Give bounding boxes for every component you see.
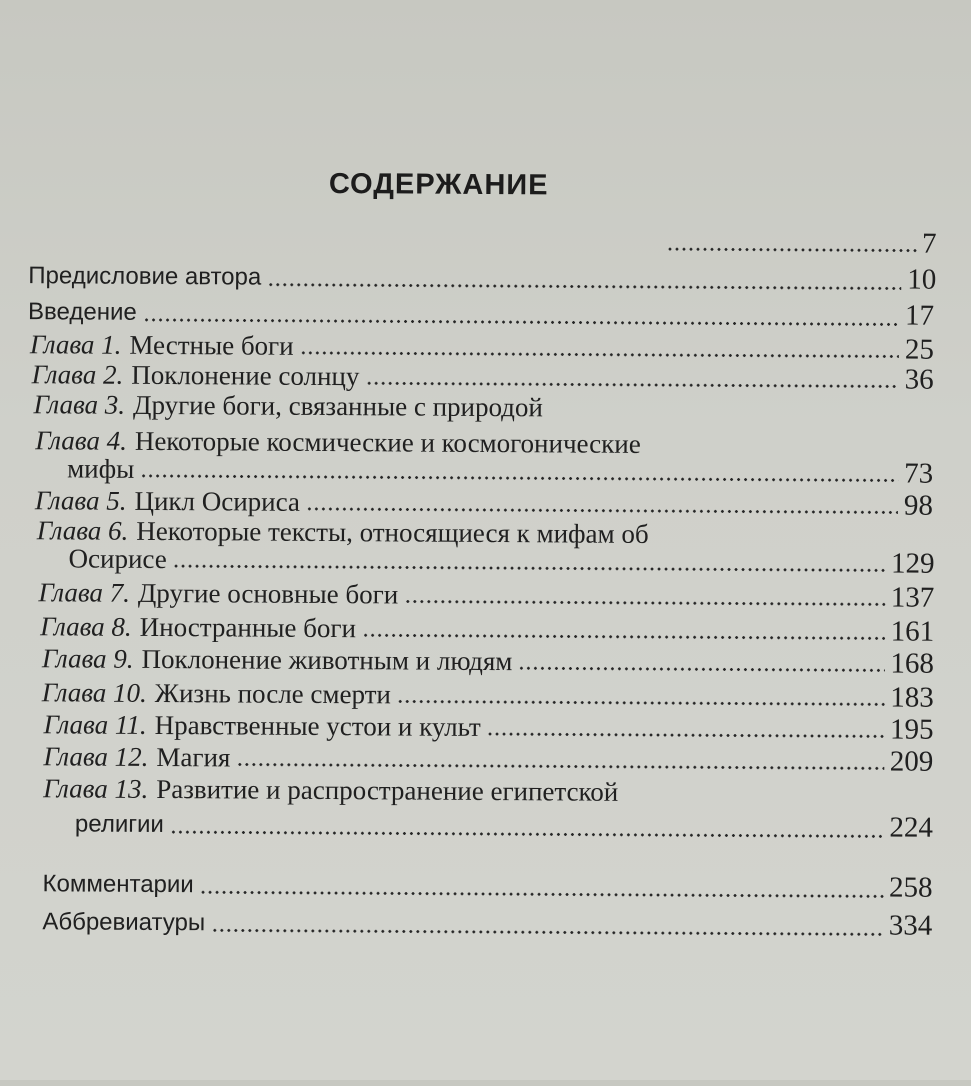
chapter-label: Глава 2. bbox=[31, 359, 124, 390]
toc-entry-chapter-7 bbox=[38, 576, 934, 613]
entry-title: Поклонение солнцу bbox=[131, 359, 360, 392]
toc-entry-chapter-11 bbox=[43, 708, 933, 745]
entry-title: Местные боги bbox=[129, 329, 294, 361]
chapter-label: Глава 3. bbox=[33, 389, 126, 420]
chapter-label: Глава 12. bbox=[43, 741, 149, 772]
toc-entry-commentaries bbox=[43, 866, 933, 905]
entry-title-continuation: мифы bbox=[67, 453, 135, 484]
leader-dots bbox=[487, 732, 884, 738]
page-number: 183 bbox=[890, 681, 934, 714]
toc-entry-introduction bbox=[28, 294, 934, 334]
chapter-label: Глава 13. bbox=[43, 773, 149, 804]
entry-title: Поклонение животным и людям bbox=[141, 643, 513, 677]
entry-title: Другие основные боги bbox=[137, 577, 399, 610]
leader-dots bbox=[666, 247, 916, 253]
entry-title: Другие боги, связанные с природой bbox=[133, 389, 544, 423]
chapter-label: Глава 9. bbox=[41, 643, 134, 674]
leader-dots bbox=[306, 507, 898, 515]
chapter-label: Глава 1. bbox=[29, 329, 122, 360]
page-number: 36 bbox=[904, 363, 934, 396]
entry-title: Жизнь после смерти bbox=[154, 677, 392, 710]
toc-entry-chapter-12 bbox=[43, 740, 933, 777]
leader-dots bbox=[143, 318, 899, 327]
page-number: 17 bbox=[904, 299, 935, 332]
chapter-label: Глава 8. bbox=[40, 611, 132, 642]
toc-entry-chapter-13-cont bbox=[75, 806, 933, 845]
page-number: 161 bbox=[890, 615, 935, 648]
page-number: 137 bbox=[890, 581, 935, 614]
page-number: 129 bbox=[890, 547, 935, 580]
toc-entry-chapter-3 bbox=[33, 388, 543, 423]
page-number: 195 bbox=[889, 713, 934, 746]
leader-dots bbox=[170, 830, 884, 838]
leader-dots bbox=[267, 283, 901, 291]
toc-entry-chapter-13 bbox=[43, 772, 618, 808]
leader-dots bbox=[173, 564, 885, 572]
entry-title-continuation: Осирисе bbox=[68, 543, 167, 575]
chapter-label: Глава 7. bbox=[38, 577, 131, 608]
entry-title: Развитие и распространение египетской bbox=[156, 773, 619, 807]
page-number: 334 bbox=[888, 909, 933, 942]
entry-title: Аббревиатуры bbox=[42, 908, 206, 937]
leader-dots bbox=[365, 381, 898, 388]
leader-dots bbox=[211, 928, 883, 936]
leader-dots bbox=[362, 633, 885, 640]
entry-title: Магия bbox=[156, 741, 231, 773]
page-number: 209 bbox=[889, 745, 934, 778]
entry-title: Нравственные устои и культ bbox=[154, 709, 481, 742]
entry-title: Предисловие автора bbox=[28, 262, 262, 291]
toc-entry-chapter-6-cont bbox=[68, 542, 934, 579]
chapter-label: Глава 4. bbox=[35, 425, 127, 456]
page-number: 258 bbox=[888, 871, 933, 904]
toc-entry-0 bbox=[26, 222, 936, 260]
page-number: 98 bbox=[903, 489, 934, 522]
page-number: 73 bbox=[904, 457, 934, 490]
entry-title: Некоторые космические и космогонические bbox=[134, 425, 641, 459]
toc-entry-chapter-9 bbox=[42, 642, 934, 679]
entry-title: Некоторые тексты, относящиеся к мифам об bbox=[136, 515, 649, 549]
entry-title: Цикл Осириса bbox=[134, 485, 301, 517]
chapter-label: Глава 10. bbox=[41, 677, 147, 708]
page-number: 224 bbox=[889, 811, 934, 844]
toc-entry-chapter-4-cont bbox=[67, 452, 933, 489]
leader-dots bbox=[397, 699, 884, 706]
page-number: 7 bbox=[921, 227, 937, 260]
chapter-label: Глава 5. bbox=[34, 485, 127, 516]
entry-title: Введение bbox=[28, 298, 137, 326]
page-number: 10 bbox=[907, 263, 937, 296]
leader-dots bbox=[200, 890, 883, 898]
leader-dots bbox=[236, 762, 884, 770]
page-number: 25 bbox=[904, 333, 934, 366]
leader-dots bbox=[300, 351, 899, 359]
page-title: СОДЕРЖАНИЕ bbox=[328, 168, 549, 202]
leader-dots bbox=[140, 474, 898, 483]
leader-dots bbox=[518, 666, 884, 672]
toc-entry-preface bbox=[28, 258, 936, 298]
entry-title-continuation: религии bbox=[74, 810, 164, 839]
entry-title: Комментарии bbox=[42, 870, 194, 899]
page-number: 168 bbox=[890, 647, 935, 680]
chapter-label: Глава 6. bbox=[36, 515, 129, 546]
chapter-label: Глава 11. bbox=[43, 709, 147, 740]
leader-dots bbox=[404, 599, 885, 606]
entry-title: Иностранные боги bbox=[139, 611, 357, 644]
toc-entry-abbreviations bbox=[42, 904, 932, 943]
